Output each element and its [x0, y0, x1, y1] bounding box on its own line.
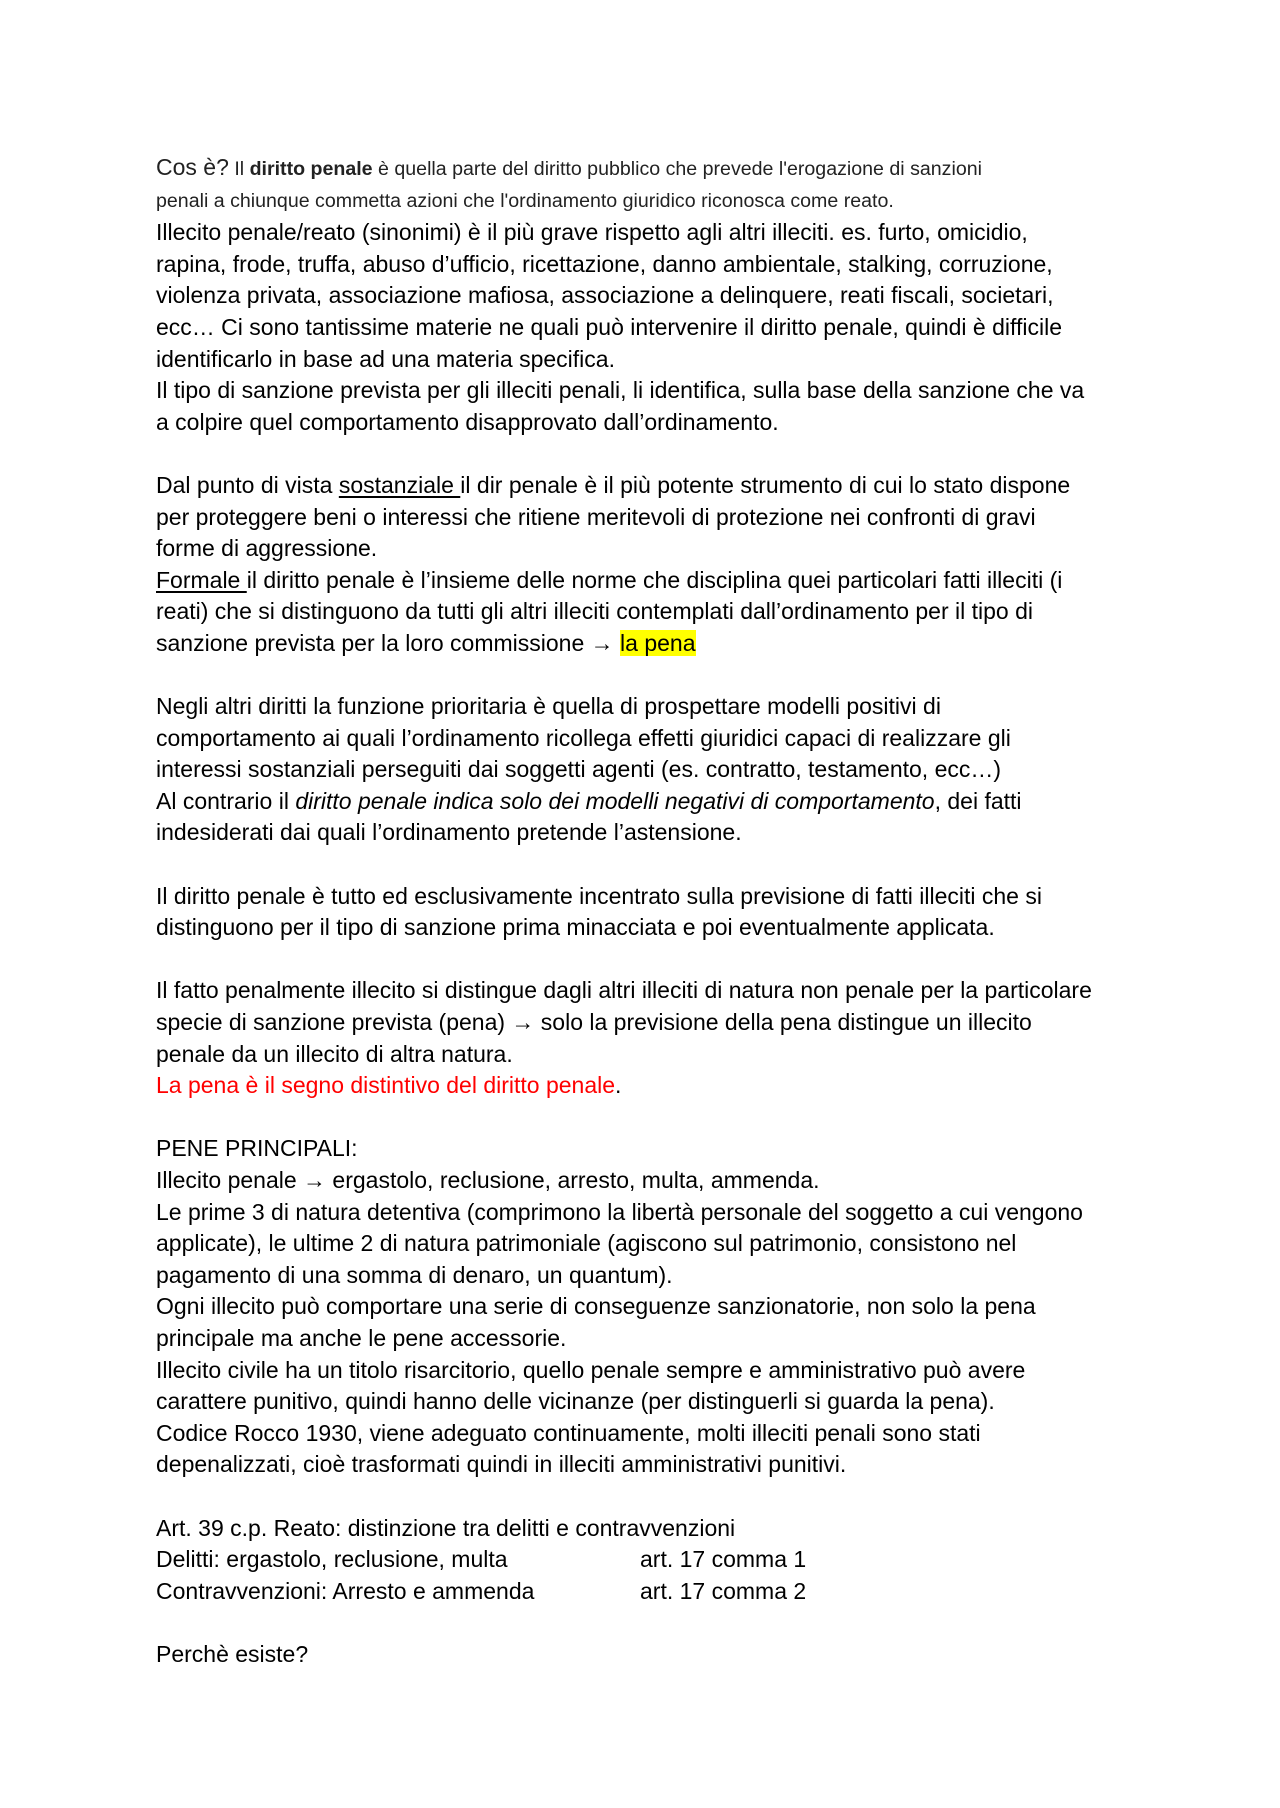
sostanziale-line: forme di aggressione. — [156, 535, 378, 562]
la-pena-highlight: la pena — [620, 629, 696, 656]
formale-line-3 — [156, 628, 1136, 660]
al-contrario-line-2: indesiderati dai quali l’ordinamento pretende l’astensione. — [156, 819, 742, 846]
sostanziale-line-1 — [156, 470, 1136, 502]
blank-line — [156, 1102, 1136, 1134]
pene-line: depenalizzati, cioè trasformati quindi in illeciti amministrativi punitivi. — [156, 1451, 847, 1478]
art-39-title: Art. 39 c.p. Reato: distinzione tra delitti e contravvenzioni — [156, 1514, 736, 1541]
formale-line-1 — [156, 565, 1136, 597]
illecito-line: rapina, frode, truffa, abuso d’ufficio, ricettazione, danno ambientale, stalking, corruzione, — [156, 250, 1053, 277]
al-contrario-italic: diritto penale indica solo dei modelli negativi di comportamento — [295, 787, 935, 814]
pene-line: Ogni illecito può comportare una serie di conseguenze sanzionatorie, non solo la pena — [156, 1293, 1036, 1320]
intro-rest: è quella parte del diritto pubblico che prevede l'erogazione di sanzioni — [372, 158, 982, 180]
blank-line — [156, 660, 1136, 692]
formale-rest: il diritto penale è l’insieme delle norme che disciplina quei particolari fatti illeciti (i — [246, 566, 1063, 593]
al-contrario-pre: Al contrario il — [156, 787, 296, 814]
al-contrario-line-1 — [156, 786, 1136, 818]
illecito-line: Illecito penale/reato (sinonimi) è il più grave rispetto agli altri illeciti. es. furto, omicidio, — [156, 219, 1028, 246]
illecito-line: ecc… Ci sono tantissime materie ne quali può intervenire il diritto penale, quindi è difficile — [156, 313, 1062, 340]
segno-distintivo-red: La pena è il segno distintivo del diritto penale — [156, 1072, 616, 1099]
formale-underlined: Formale — [156, 566, 247, 593]
incentrato-line: Il diritto penale è tutto ed esclusivamente incentrato sulla previsione di fatti illeciti che si — [156, 882, 1042, 909]
illecito-line: identificarlo in base ad una materia specifica. — [156, 345, 615, 372]
segno-distintivo-line — [156, 1070, 1136, 1102]
sanzione-line: Il tipo di sanzione prevista per gli illeciti penali, li identifica, sulla base della sanzione che va — [156, 377, 1085, 404]
intro-term-bold: diritto penale — [249, 158, 373, 180]
blank-line — [156, 1481, 1136, 1513]
pene-line: principale ma anche le pene accessorie. — [156, 1324, 567, 1351]
sanzione-line: a colpire quel comportamento disapprovato dall’ordinamento. — [156, 408, 779, 435]
delitti-row — [156, 1544, 1136, 1576]
pene-line: pagamento di una somma di denaro, un quantum). — [156, 1261, 673, 1288]
pene-principali-heading: PENE PRINCIPALI: — [156, 1135, 358, 1162]
segno-distintivo-tail: . — [615, 1072, 622, 1099]
illecito-line: violenza privata, associazione mafiosa, associazione a delinquere, reati fiscali, societari, — [156, 282, 1054, 309]
sostanziale-underlined: sostanziale — [338, 471, 461, 498]
fatto-illecito-line: penale da un illecito di altra natura. — [156, 1040, 513, 1067]
document-page — [156, 152, 1136, 1671]
intro-line-2: penali a chiunque commetta azioni che l'ordinamento giuridico riconosca come reato. — [156, 189, 894, 212]
pene-line: applicate), le ultime 2 di natura patrimoniale (agiscono sul patrimonio, consistono nel — [156, 1230, 1017, 1257]
pene-line: Illecito civile ha un titolo risarcitorio, quello penale sempre e amministrativo può avere — [156, 1356, 1026, 1383]
intro-question: Cos è? — [156, 154, 229, 180]
formale-line-2: reati) che si distinguono da tutti gli altri illeciti contemplati dall’ordinamento per il tipo di — [156, 598, 1033, 625]
al-contrario-rest: , dei fatti — [934, 787, 1022, 814]
altri-diritti-line: comportamento ai quali l’ordinamento ricollega effetti giuridici capaci di realizzare gli — [156, 724, 1011, 751]
sostanziale-line: per proteggere beni o interessi che ritiene meritevoli di protezione nei confronti di gravi — [156, 503, 1036, 530]
intro-line-1 — [156, 152, 1136, 186]
intro-pre: Il — [228, 158, 250, 180]
contravvenzioni-row — [156, 1576, 1136, 1608]
incentrato-line: distinguono per il tipo di sanzione prima minacciata e poi eventualmente applicata. — [156, 914, 995, 941]
blank-line — [156, 849, 1136, 881]
delitti-label: Delitti: ergastolo, reclusione, multa — [156, 1546, 508, 1573]
blank-line — [156, 944, 1136, 976]
delitti-ref: art. 17 comma 1 — [640, 1546, 807, 1573]
formale-line-3-pre: sanzione prevista per la loro commissione → — [156, 629, 621, 656]
altri-diritti-line: interessi sostanziali perseguiti dai soggetti agenti (es. contratto, testamento, ecc…) — [156, 756, 1002, 783]
fatto-illecito-line: specie di sanzione prevista (pena) → solo la previsione della pena distingue un illecito — [156, 1009, 1032, 1036]
pene-line: Illecito penale → ergastolo, reclusione, arresto, multa, ammenda. — [156, 1167, 820, 1193]
contravvenzioni-ref: art. 17 comma 2 — [640, 1577, 807, 1604]
fatto-illecito-line: Il fatto penalmente illecito si distingue dagli altri illeciti di natura non penale per la particolare — [156, 977, 1092, 1004]
sostanziale-rest: il dir penale è il più potente strumento di cui lo stato dispone — [460, 471, 1071, 498]
pene-line: Le prime 3 di natura detentiva (comprimono la libertà personale del soggetto a cui vengono — [156, 1198, 1083, 1225]
blank-line — [156, 438, 1136, 470]
blank-line — [156, 1607, 1136, 1639]
altri-diritti-line: Negli altri diritti la funzione prioritaria è quella di prospettare modelli positivi di — [156, 693, 941, 720]
pene-line: Codice Rocco 1930, viene adeguato continuamente, molti illeciti penali sono stati — [156, 1419, 981, 1446]
pene-line: carattere punitivo, quindi hanno delle vicinanze (per distinguerli si guarda la pena). — [156, 1388, 995, 1415]
contravvenzioni-label: Contravvenzioni: Arresto e ammenda — [156, 1577, 535, 1604]
perche-esiste-line: Perchè esiste? — [156, 1640, 309, 1667]
sostanziale-pre: Dal punto di vista — [156, 471, 339, 498]
